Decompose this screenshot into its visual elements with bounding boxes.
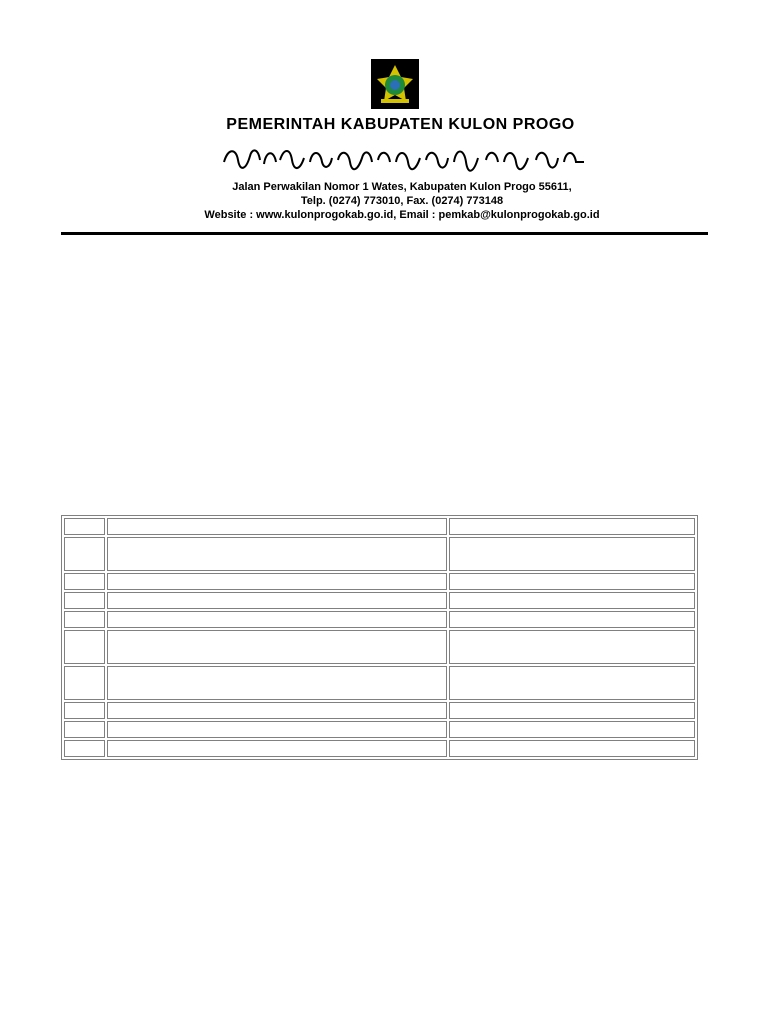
table-cell xyxy=(107,630,447,664)
table-row xyxy=(64,611,695,628)
table-row xyxy=(64,573,695,590)
table-cell xyxy=(449,721,695,738)
table-row xyxy=(64,666,695,700)
table-cell xyxy=(64,740,105,757)
table-cell xyxy=(107,592,447,609)
table-row xyxy=(64,702,695,719)
table-cell xyxy=(449,611,695,628)
table-row xyxy=(64,537,695,571)
table-cell xyxy=(64,721,105,738)
table-cell xyxy=(449,537,695,571)
table-cell xyxy=(449,702,695,719)
table-cell xyxy=(64,666,105,700)
table-row xyxy=(64,740,695,757)
table-cell xyxy=(449,592,695,609)
table-cell xyxy=(64,537,105,571)
table-cell xyxy=(449,666,695,700)
table-cell xyxy=(107,573,447,590)
table-cell xyxy=(64,611,105,628)
table-row xyxy=(64,721,695,738)
table-cell xyxy=(449,518,695,535)
table-cell xyxy=(64,573,105,590)
table-row xyxy=(64,630,695,664)
table-row xyxy=(64,518,695,535)
table-body xyxy=(64,518,695,757)
table-cell xyxy=(107,721,447,738)
table-cell xyxy=(449,573,695,590)
empty-table xyxy=(61,515,698,760)
table-cell xyxy=(107,740,447,757)
table-cell xyxy=(64,630,105,664)
address-line: Jalan Perwakilan Nomor 1 Wates, Kabupaten Kulon Progo 55611, xyxy=(232,181,572,193)
table-cell xyxy=(64,702,105,719)
website-email-line: Website : www.kulonprogokab.go.id, Email : pemkab@kulonprogokab.go.id xyxy=(204,209,600,221)
table-cell xyxy=(107,666,447,700)
header-divider xyxy=(61,232,708,235)
table-cell xyxy=(449,740,695,757)
government-title: PEMERINTAH KABUPATEN KULON PROGO xyxy=(226,116,575,133)
table-cell xyxy=(64,592,105,609)
kulon-progo-emblem-logo xyxy=(371,59,419,109)
javanese-script-title xyxy=(220,140,588,174)
table-cell xyxy=(449,630,695,664)
table-cell xyxy=(64,518,105,535)
table-row xyxy=(64,592,695,609)
table-cell xyxy=(107,702,447,719)
table-cell xyxy=(107,518,447,535)
phone-fax-line: Telp. (0274) 773010, Fax. (0274) 773148 xyxy=(300,195,504,207)
table-cell xyxy=(107,537,447,571)
table-cell xyxy=(107,611,447,628)
